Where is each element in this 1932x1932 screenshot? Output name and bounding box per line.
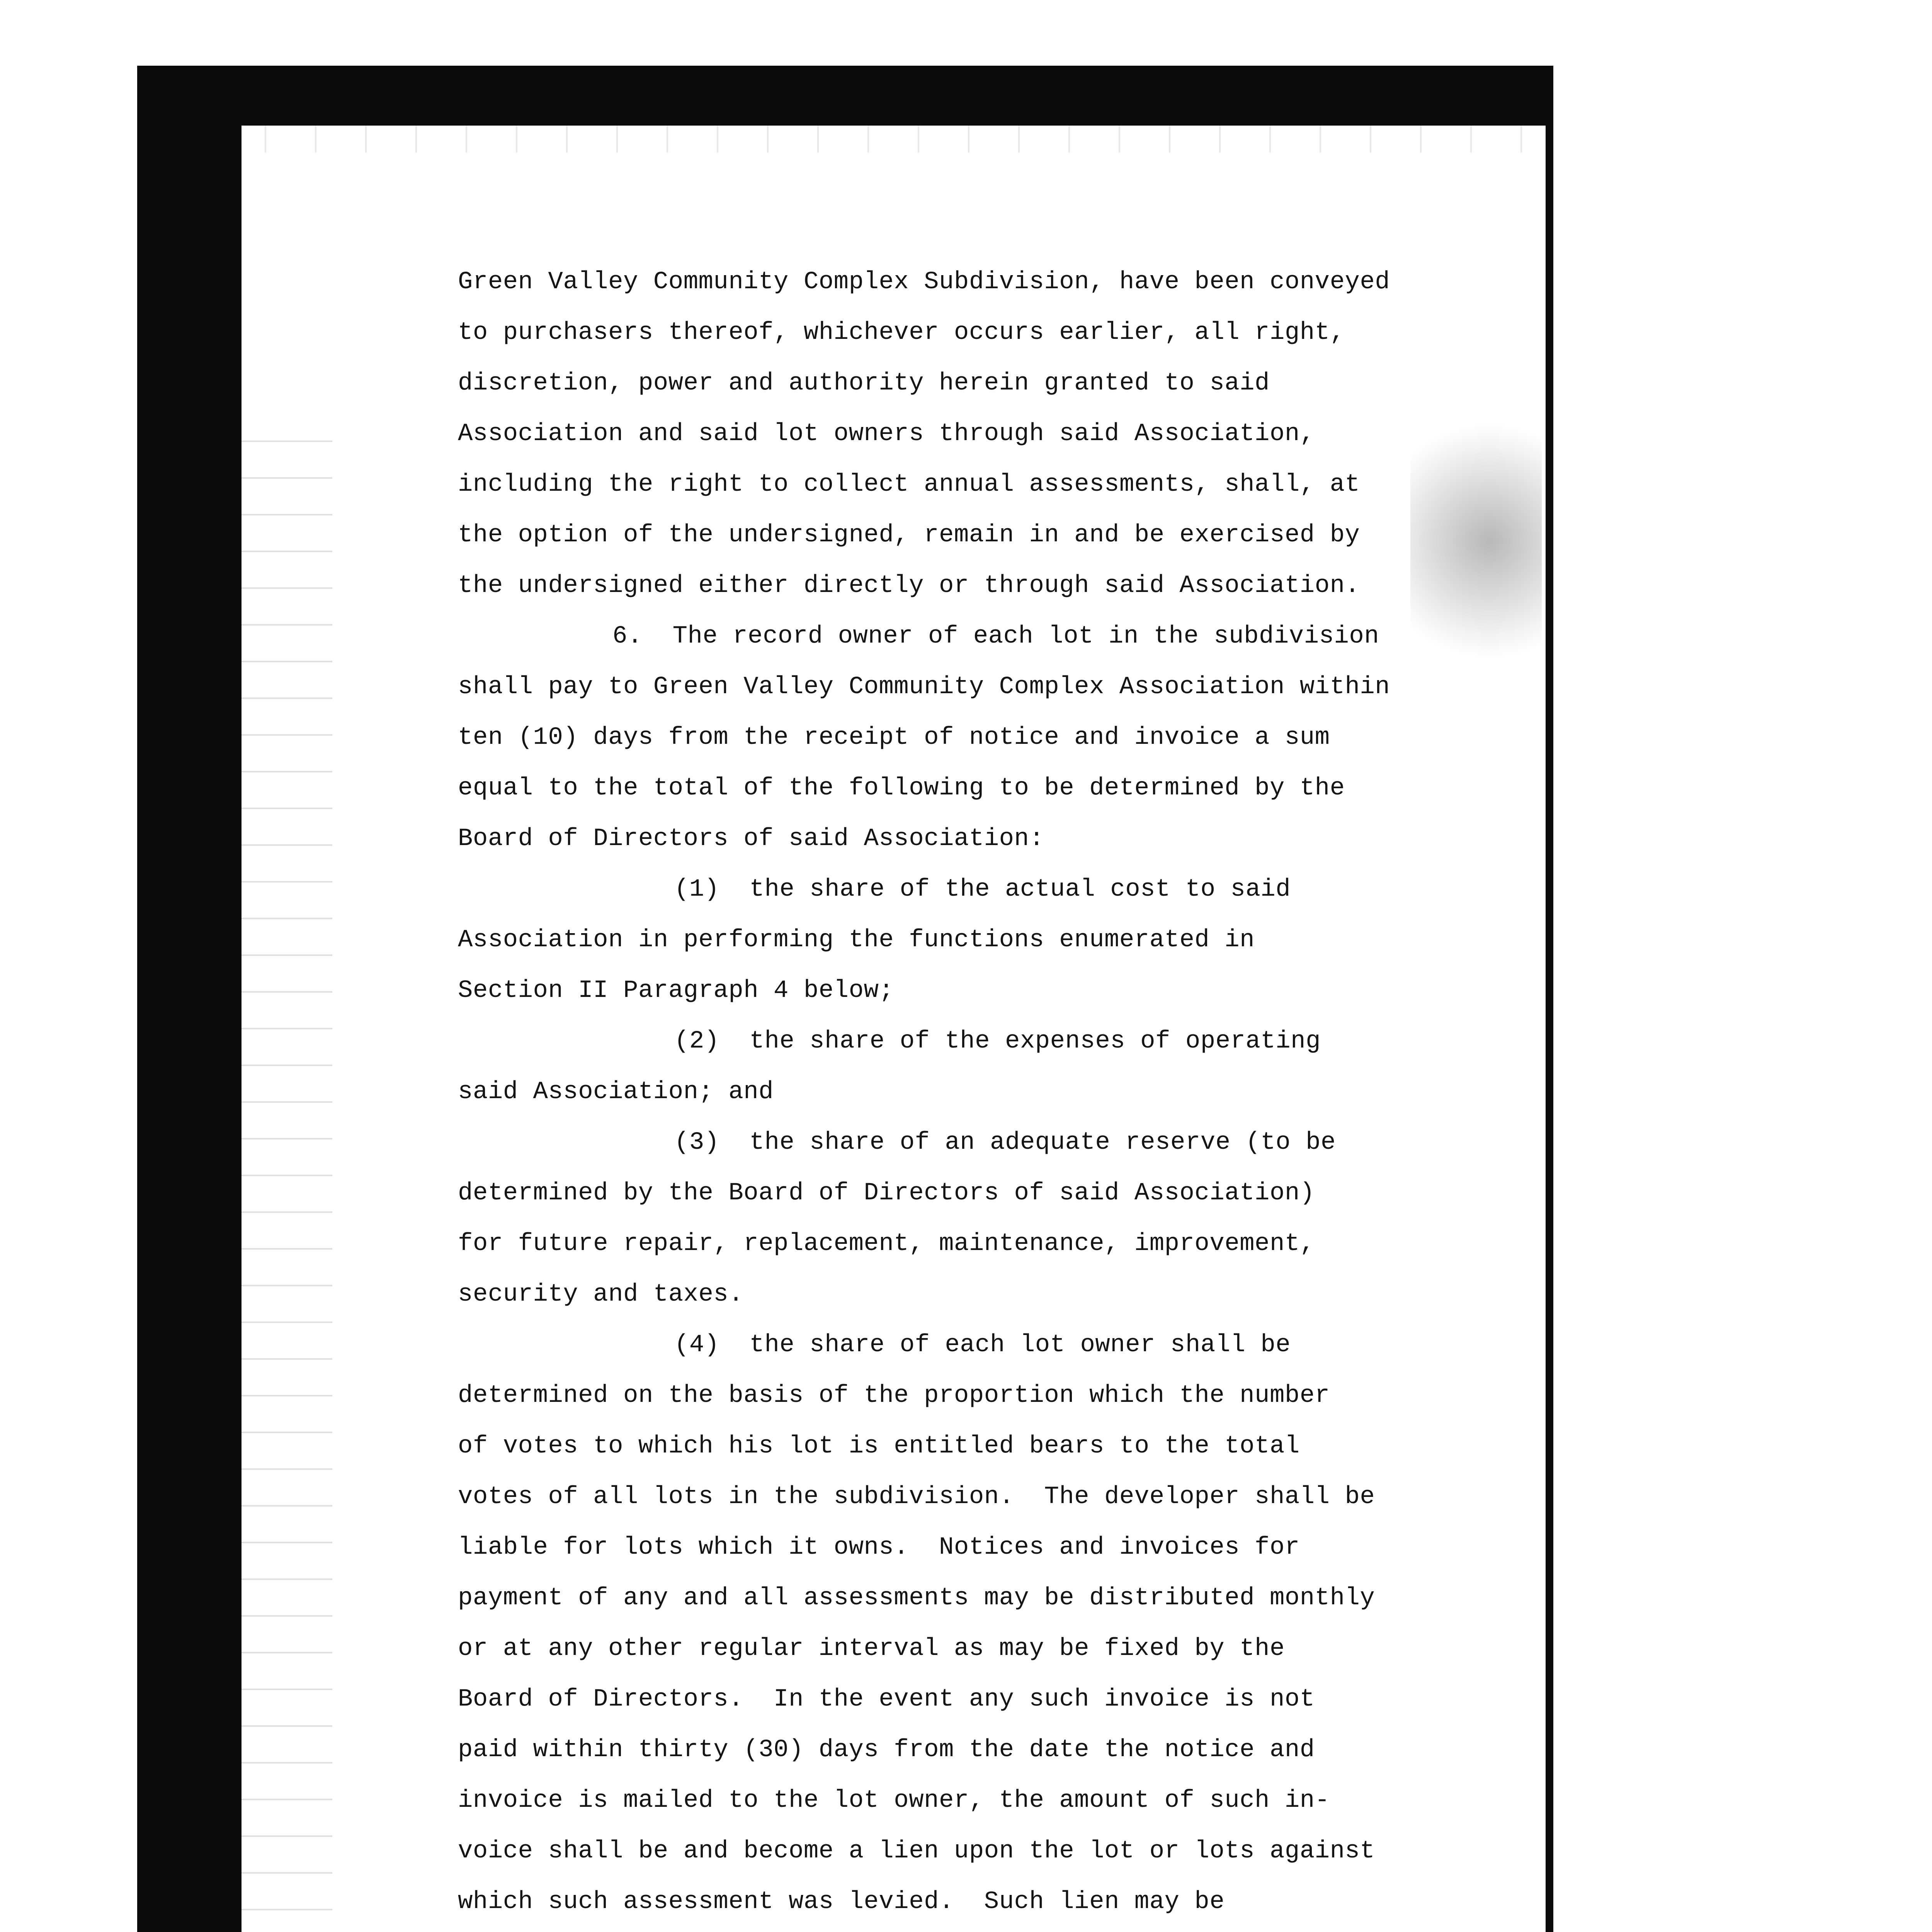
text-line: Association and said lot owners through said Association,	[458, 420, 1315, 448]
text-line: determined by the Board of Directors of said Association)	[458, 1179, 1315, 1207]
text-line: discretion, power and authority herein granted to said	[458, 369, 1270, 397]
text-line: the undersigned either directly or through said Association.	[458, 572, 1360, 600]
text-line: said Association; and	[458, 1078, 774, 1106]
text-line: (3) the share of an adequate reserve (to be	[674, 1129, 1336, 1156]
text-line: Association in performing the functions enumerated in	[458, 926, 1255, 954]
text-line: Green Valley Community Complex Subdivision, have been conveyed	[458, 268, 1390, 296]
scan-noise-top	[242, 126, 1546, 153]
text-line: Board of Directors of said Association:	[458, 825, 1044, 853]
text-line: (1) the share of the actual cost to said	[674, 876, 1291, 903]
text-line: determined on the basis of the proportion which the number	[458, 1382, 1330, 1410]
text-line: invoice is mailed to the lot owner, the amount of such in-	[458, 1787, 1330, 1815]
text-line: 6. The record owner of each lot in the subdivision	[612, 622, 1379, 650]
text-line: ten (10) days from the receipt of notice and invoice a sum	[458, 724, 1330, 752]
text-line: equal to the total of the following to be determined by the	[458, 774, 1345, 802]
text-line: voice shall be and become a lien upon the lot or lots against	[458, 1837, 1375, 1865]
text-line: payment of any and all assessments may be distributed monthly	[458, 1584, 1375, 1612]
text-line: the option of the undersigned, remain in and be exercised by	[458, 521, 1360, 549]
text-line: security and taxes.	[458, 1281, 744, 1308]
text-line: (2) the share of the expenses of operating	[674, 1027, 1321, 1055]
text-line: paid within thirty (30) days from the date the notice and	[458, 1736, 1315, 1764]
text-line: for future repair, replacement, maintenance, improvement,	[458, 1230, 1315, 1258]
text-line: liable for lots which it owns. Notices and invoices for	[458, 1534, 1300, 1561]
text-line: (4) the share of each lot owner shall be	[674, 1331, 1291, 1359]
scan-noise-right	[1410, 406, 1542, 676]
text-line: shall pay to Green Valley Community Complex Association within	[458, 673, 1390, 701]
text-line: votes of all lots in the subdivision. The developer shall be	[458, 1483, 1375, 1511]
scan-noise-left	[232, 425, 332, 1932]
text-line: of votes to which his lot is entitled bears to the total	[458, 1432, 1300, 1460]
text-line: including the right to collect annual assessments, shall, at	[458, 471, 1360, 498]
text-line: Board of Directors. In the event any such invoice is not	[458, 1685, 1315, 1713]
text-line: to purchasers thereof, whichever occurs earlier, all right,	[458, 319, 1345, 347]
text-line: which such assessment was levied. Such lien may be	[458, 1888, 1225, 1916]
text-line: Section II Paragraph 4 below;	[458, 977, 894, 1005]
text-line: or at any other regular interval as may be fixed by the	[458, 1635, 1285, 1663]
